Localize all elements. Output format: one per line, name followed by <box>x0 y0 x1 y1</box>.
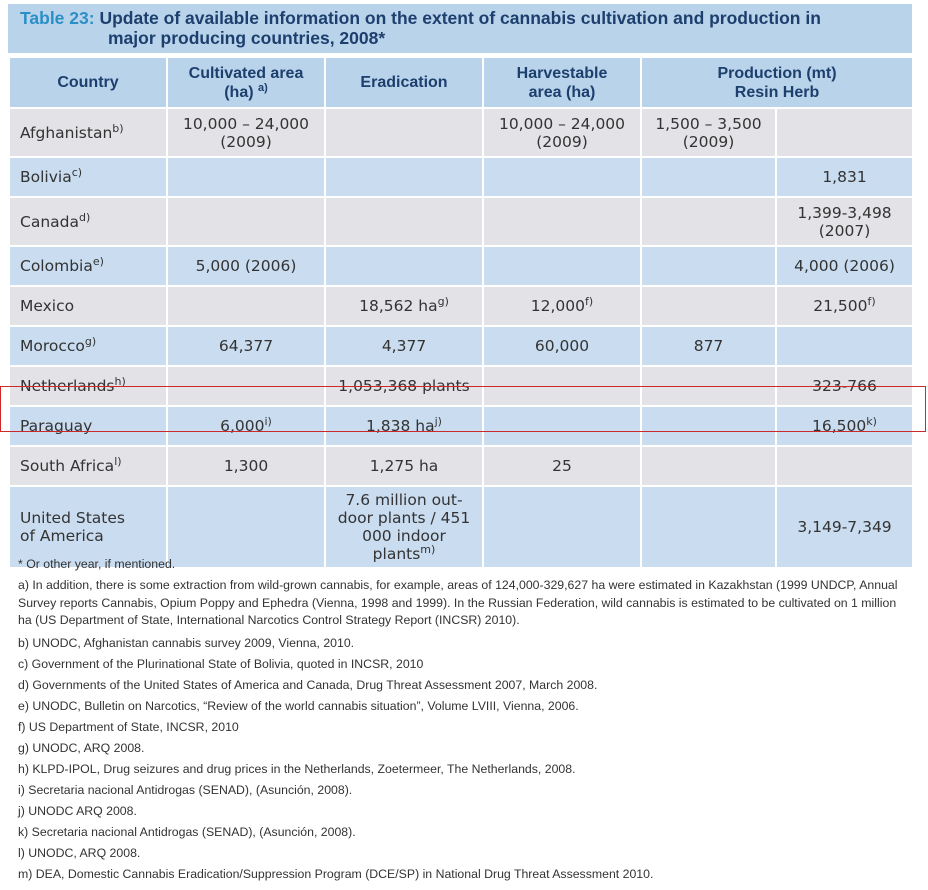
cell-cultivated <box>167 366 325 406</box>
cell-resin <box>641 286 776 326</box>
cell-herb-sup: k) <box>866 415 877 428</box>
cell-cultivated <box>167 157 325 197</box>
cell-herb <box>776 366 913 406</box>
cell-herb <box>776 406 913 446</box>
footnote: i) Secretaria nacional Antidrogas (SENAD), (Asunción, 2008). <box>18 782 353 797</box>
header-production-l2: Resin Herb <box>734 83 820 101</box>
cell-country <box>9 326 167 366</box>
cell-cultivated-text: 1,300 <box>223 457 269 475</box>
cell-resin <box>641 108 776 157</box>
cell-country-sup: b) <box>112 121 124 135</box>
cell-herb-text: 1,399-3,498 <box>797 203 892 222</box>
cell-harvestable-text: 60,000 <box>534 337 590 355</box>
header-cultivated-l2: (ha) <box>224 83 254 101</box>
title-line-2: major producing countries, 2008* <box>108 28 386 48</box>
footnote: k) Secretaria nacional Antidrogas (SENAD), (Asunción, 2008). <box>18 824 356 839</box>
cell-resin <box>641 246 776 286</box>
cell-harvestable <box>483 157 641 197</box>
cell-country <box>9 366 167 406</box>
cell-country-text: Paraguay <box>20 417 93 435</box>
table-row <box>9 108 913 157</box>
cell-country <box>9 246 167 286</box>
footnote: l) UNODC, ARQ 2008. <box>18 845 141 860</box>
usa-erad-l4: plants <box>372 545 421 563</box>
cell-country-text: South Africa <box>20 457 115 475</box>
cell-country <box>9 286 167 326</box>
cell-eradication <box>325 406 483 446</box>
cell-eradication-text: 1,053,368 plants <box>338 377 470 395</box>
footnotes <box>18 554 908 885</box>
cell-herb <box>776 108 913 157</box>
cell-harvestable-text: 10,000 – 24,000 <box>498 114 626 133</box>
cell-country-sup: l) <box>114 455 122 468</box>
cell-harvestable-sup: f) <box>585 295 594 308</box>
cell-resin-text-2: (2009) <box>682 132 735 151</box>
cannabis-table <box>8 56 914 569</box>
cell-cultivated-text: 5,000 (2006) <box>195 257 297 275</box>
cell-eradication-text: 18,562 ha <box>359 297 438 315</box>
table-row <box>9 246 913 286</box>
cell-cultivated <box>167 286 325 326</box>
footnote: j) UNODC ARQ 2008. <box>18 803 137 818</box>
usa-erad-sup: m) <box>420 543 436 556</box>
cell-country-sup: h) <box>114 375 126 388</box>
cell-herb <box>776 157 913 197</box>
cell-eradication <box>325 446 483 486</box>
header-production <box>641 57 913 108</box>
cell-eradication <box>325 246 483 286</box>
cell-resin <box>641 326 776 366</box>
cell-cultivated <box>167 246 325 286</box>
cell-eradication-sup: g) <box>437 295 449 308</box>
cell-country <box>9 197 167 246</box>
cell-herb-text: 323-766 <box>812 377 877 395</box>
cell-country-text: Afghanistan <box>20 123 113 142</box>
cell-harvestable <box>483 366 641 406</box>
cell-harvestable <box>483 108 641 157</box>
cell-resin <box>641 157 776 197</box>
cell-herb <box>776 246 913 286</box>
cell-country-sup: e) <box>92 255 104 268</box>
cell-eradication <box>325 197 483 246</box>
cell-country-text: Mexico <box>20 297 75 315</box>
usa-erad-l2: door plants / 451 <box>337 509 471 527</box>
cell-harvestable <box>483 446 641 486</box>
table-body <box>9 108 913 568</box>
cell-herb-sup: f) <box>867 295 876 308</box>
cell-cultivated <box>167 326 325 366</box>
cell-herb <box>776 446 913 486</box>
cell-herb-text: 1,831 <box>822 168 867 186</box>
cell-harvestable-text: 12,000 <box>530 297 586 315</box>
cell-herb <box>776 286 913 326</box>
footnote: g) UNODC, ARQ 2008. <box>18 740 145 755</box>
footnote: * Or other year, if mentioned. <box>18 557 176 571</box>
header-eradication: Eradication <box>325 57 483 108</box>
cell-harvestable <box>483 197 641 246</box>
cell-country-sup: d) <box>78 210 91 224</box>
cell-country-text: Colombia <box>20 257 93 275</box>
cell-cultivated <box>167 197 325 246</box>
cell-cultivated-sup: i) <box>264 415 272 428</box>
cell-resin-text: 1,500 – 3,500 <box>655 114 762 133</box>
cell-herb-text: 16,500 <box>812 417 867 435</box>
cell-resin <box>641 406 776 446</box>
table-row <box>9 157 913 197</box>
table-row <box>9 446 913 486</box>
header-harvestable-area <box>483 57 641 108</box>
header-cultivated-sup: a) <box>258 81 268 94</box>
header-cultivated-l1: Cultivated area <box>188 64 304 82</box>
cell-herb-text: 4,000 (2006) <box>794 257 895 275</box>
cell-cultivated <box>167 406 325 446</box>
cell-country <box>9 406 167 446</box>
cell-eradication <box>325 326 483 366</box>
cell-eradication <box>325 366 483 406</box>
cell-cultivated-text-2: (2009) <box>220 132 272 151</box>
cell-eradication <box>325 157 483 197</box>
cell-harvestable <box>483 406 641 446</box>
cell-eradication-text: 1,838 ha <box>366 417 435 435</box>
header-country: Country <box>9 57 167 108</box>
cell-country-text: Morocco <box>20 337 85 355</box>
table-row <box>9 406 913 446</box>
title-text-1: Update of available information on the extent of cannabis cultivation and production in <box>99 8 821 28</box>
cell-cultivated <box>167 446 325 486</box>
cell-eradication <box>325 286 483 326</box>
title-table-number: Table 23: <box>20 8 95 28</box>
table-row <box>9 326 913 366</box>
cell-country <box>9 446 167 486</box>
cell-country-text: Netherlands <box>20 377 115 395</box>
header-harvestable-l1: Harvestable <box>516 64 608 82</box>
cell-eradication-sup: j) <box>434 415 442 428</box>
header-production-l1: Production (mt) <box>717 64 837 82</box>
cell-cultivated <box>167 108 325 157</box>
header-cultivated-area <box>167 57 325 108</box>
cell-country-sup: g) <box>84 335 97 348</box>
cell-country-text: Canada <box>20 212 79 231</box>
footnote: a) In addition, there is some extraction from wild-grown cannabis, for example, areas of 124,000-329,627 ha were estimated in Kazakhstan (1999 UNDCP, Annual Survey reports Cannabis, Opium Poppy and Ephedra (Vienna, 1998 and 1999). In the Russian Federation, wild cannabis is estimated to be cultivated on 1 million ha (US Department of State, International Narcotics Control Strategy Report (INCSR) 2010). <box>18 578 898 627</box>
footnote: m) DEA, Domestic Cannabis Eradication/Suppression Program (DCE/SP) in National Drug Threat Assessment 2010. <box>18 866 654 881</box>
header-harvestable-l2: area (ha) <box>528 83 596 101</box>
cell-resin <box>641 446 776 486</box>
footnote: h) KLPD-IPOL, Drug seizures and drug prices in the Netherlands, Zoetermeer, The Netherlands, 2008. <box>18 761 576 776</box>
footnote: b) UNODC, Afghanistan cannabis survey 2009, Vienna, 2010. <box>18 635 355 650</box>
cell-eradication-text: 4,377 <box>381 337 427 355</box>
footnote: e) UNODC, Bulletin on Narcotics, “Review of the world cannabis situation”, Volume LVIII, Vienna, 2006. <box>18 698 579 713</box>
cell-country-sup: c) <box>71 166 83 179</box>
title-line-1 <box>20 8 902 28</box>
footnote: c) Government of the Plurinational State of Bolivia, quoted in INCSR, 2010 <box>18 656 424 671</box>
cell-eradication-text: 1,275 ha <box>369 457 439 475</box>
usa-erad-l1: 7.6 million out- <box>345 491 463 509</box>
table-row <box>9 286 913 326</box>
table-title <box>8 4 912 53</box>
cell-country <box>9 108 167 157</box>
cell-herb: 3,149-7,349 <box>776 486 913 568</box>
cell-resin-text: 877 <box>693 337 724 355</box>
cell-herb-text: 21,500 <box>813 297 868 315</box>
usa-country-l2: of America <box>20 527 104 545</box>
header-row <box>9 57 913 108</box>
cell-herb-text-2: (2007) <box>818 221 871 240</box>
cell-eradication <box>325 108 483 157</box>
usa-erad-l3: 000 indoor <box>362 527 446 545</box>
footnote: f) US Department of State, INCSR, 2010 <box>18 719 239 734</box>
cell-cultivated-text: 64,377 <box>218 337 274 355</box>
cell-harvestable <box>483 326 641 366</box>
cell-harvestable <box>483 286 641 326</box>
cell-resin <box>641 197 776 246</box>
cell-herb <box>776 197 913 246</box>
cell-resin <box>641 366 776 406</box>
table-row <box>9 366 913 406</box>
cell-herb <box>776 326 913 366</box>
cell-harvestable-text-2: (2009) <box>536 132 588 151</box>
cell-cultivated-text: 6,000 <box>220 417 265 435</box>
cell-harvestable-text: 25 <box>552 457 572 475</box>
cell-cultivated-text: 10,000 – 24,000 <box>182 114 310 133</box>
cell-country-text: Bolivia <box>20 168 72 186</box>
usa-country-l1: United States <box>20 509 125 527</box>
cell-country <box>9 157 167 197</box>
cell-harvestable <box>483 246 641 286</box>
table-row <box>9 197 913 246</box>
footnote: d) Governments of the United States of America and Canada, Drug Threat Assessment 2007, March 2008. <box>18 677 598 692</box>
